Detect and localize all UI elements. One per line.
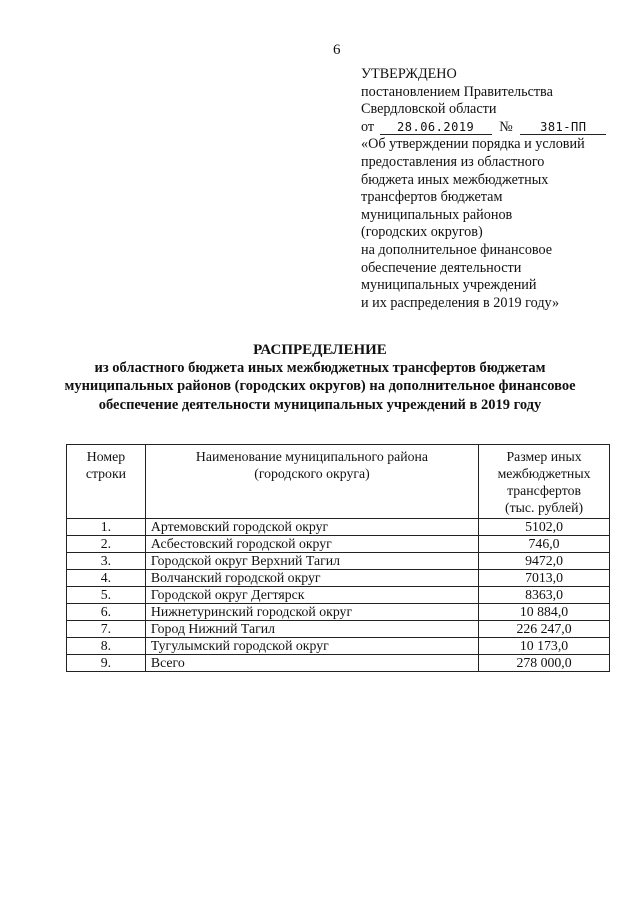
header-text: Размер иных [506, 449, 582, 464]
row-number: 4. [67, 570, 146, 587]
number-label: № [499, 118, 513, 135]
transfer-amount: 746,0 [479, 536, 610, 553]
row-number: 5. [67, 587, 146, 604]
header-text: Наименование муниципального района [195, 449, 429, 464]
title-heading: РАСПРЕДЕЛЕНИЕ [253, 342, 387, 358]
municipality-name: Всего [145, 655, 478, 672]
approval-subject-line: бюджета иных межбюджетных [361, 171, 549, 188]
from-label: от [361, 118, 375, 135]
transfer-amount: 5102,0 [479, 519, 610, 536]
approval-stamp: УТВЕРЖДЕНО [361, 66, 457, 82]
header-municipality-name [145, 445, 478, 519]
transfer-amount: 10 884,0 [479, 604, 610, 621]
table-row [67, 570, 610, 587]
header-text: строки [85, 466, 127, 481]
transfer-amount: 7013,0 [479, 570, 610, 587]
approval-subject-line: муниципальных учреждений [361, 277, 537, 294]
approval-subject-line: на дополнительное финансовое [361, 241, 553, 258]
page-number: 6 [333, 42, 341, 58]
row-number: 7. [67, 621, 146, 638]
approval-subject-line: муниципальных районов [361, 206, 513, 223]
approval-date-number-line [361, 119, 611, 137]
row-number: 1. [67, 519, 146, 536]
table-row [67, 553, 610, 570]
municipality-name: Асбестовский городской округ [145, 536, 478, 553]
approval-subject-line: обеспечение деятельности [361, 259, 522, 276]
row-number: 8. [67, 638, 146, 655]
table-row [67, 621, 610, 638]
transfer-amount: 10 173,0 [479, 638, 610, 655]
approval-subject-line: и их распределения в 2019 году» [361, 294, 560, 311]
municipality-name: Артемовский городской округ [145, 519, 478, 536]
title-line: обеспечение деятельности муниципальных учреждений в 2019 году [98, 396, 542, 413]
transfer-amount: 9472,0 [479, 553, 610, 570]
table-row [67, 519, 610, 536]
row-number: 2. [67, 536, 146, 553]
header-text: (тыс. рублей) [505, 500, 584, 515]
table-row-total [67, 655, 610, 672]
approval-subject-line: (городских округов) [361, 224, 483, 241]
municipality-name: Тугулымский городской округ [145, 638, 478, 655]
table-row [67, 536, 610, 553]
table-header-row [67, 445, 610, 519]
title-line: муниципальных районов (городских округов) на дополнительное финансовое [64, 378, 576, 395]
transfer-amount: 226 247,0 [479, 621, 610, 638]
header-text: межбюджетных [497, 466, 591, 481]
municipality-name: Городской округ Дегтярск [145, 587, 478, 604]
approval-block [361, 66, 611, 312]
distribution-table [66, 444, 610, 672]
approval-by-line-1: постановлением Правительства [361, 83, 553, 100]
header-transfer-amount [479, 445, 610, 519]
approval-by-line-2: Свердловской области [361, 101, 497, 118]
transfer-amount: 8363,0 [479, 587, 610, 604]
municipality-name: Волчанский городской округ [145, 570, 478, 587]
transfer-amount: 278 000,0 [479, 655, 610, 672]
row-number: 3. [67, 553, 146, 570]
header-text: трансфертов [507, 483, 581, 498]
header-row-number [67, 445, 146, 519]
approval-subject-line: предоставления из областного [361, 153, 545, 170]
table-row [67, 604, 610, 621]
document-title [40, 341, 600, 414]
municipality-name: Городской округ Верхний Тагил [145, 553, 478, 570]
approval-date: 28.06.2019 [380, 120, 492, 135]
municipality-name: Город Нижний Тагил [145, 621, 478, 638]
approval-subject-line: трансфертов бюджетам [361, 189, 503, 206]
approval-number: 381-ПП [520, 120, 606, 135]
municipality-name: Нижнетуринский городской округ [145, 604, 478, 621]
table-row [67, 638, 610, 655]
title-line: из областного бюджета иных межбюджетных трансфертов бюджетам [94, 360, 546, 377]
header-text: (городского округа) [254, 466, 370, 481]
row-number: 9. [67, 655, 146, 672]
header-text: Номер [86, 449, 126, 464]
row-number: 6. [67, 604, 146, 621]
table-row [67, 587, 610, 604]
approval-subject-line: «Об утверждении порядка и условий [361, 136, 585, 153]
